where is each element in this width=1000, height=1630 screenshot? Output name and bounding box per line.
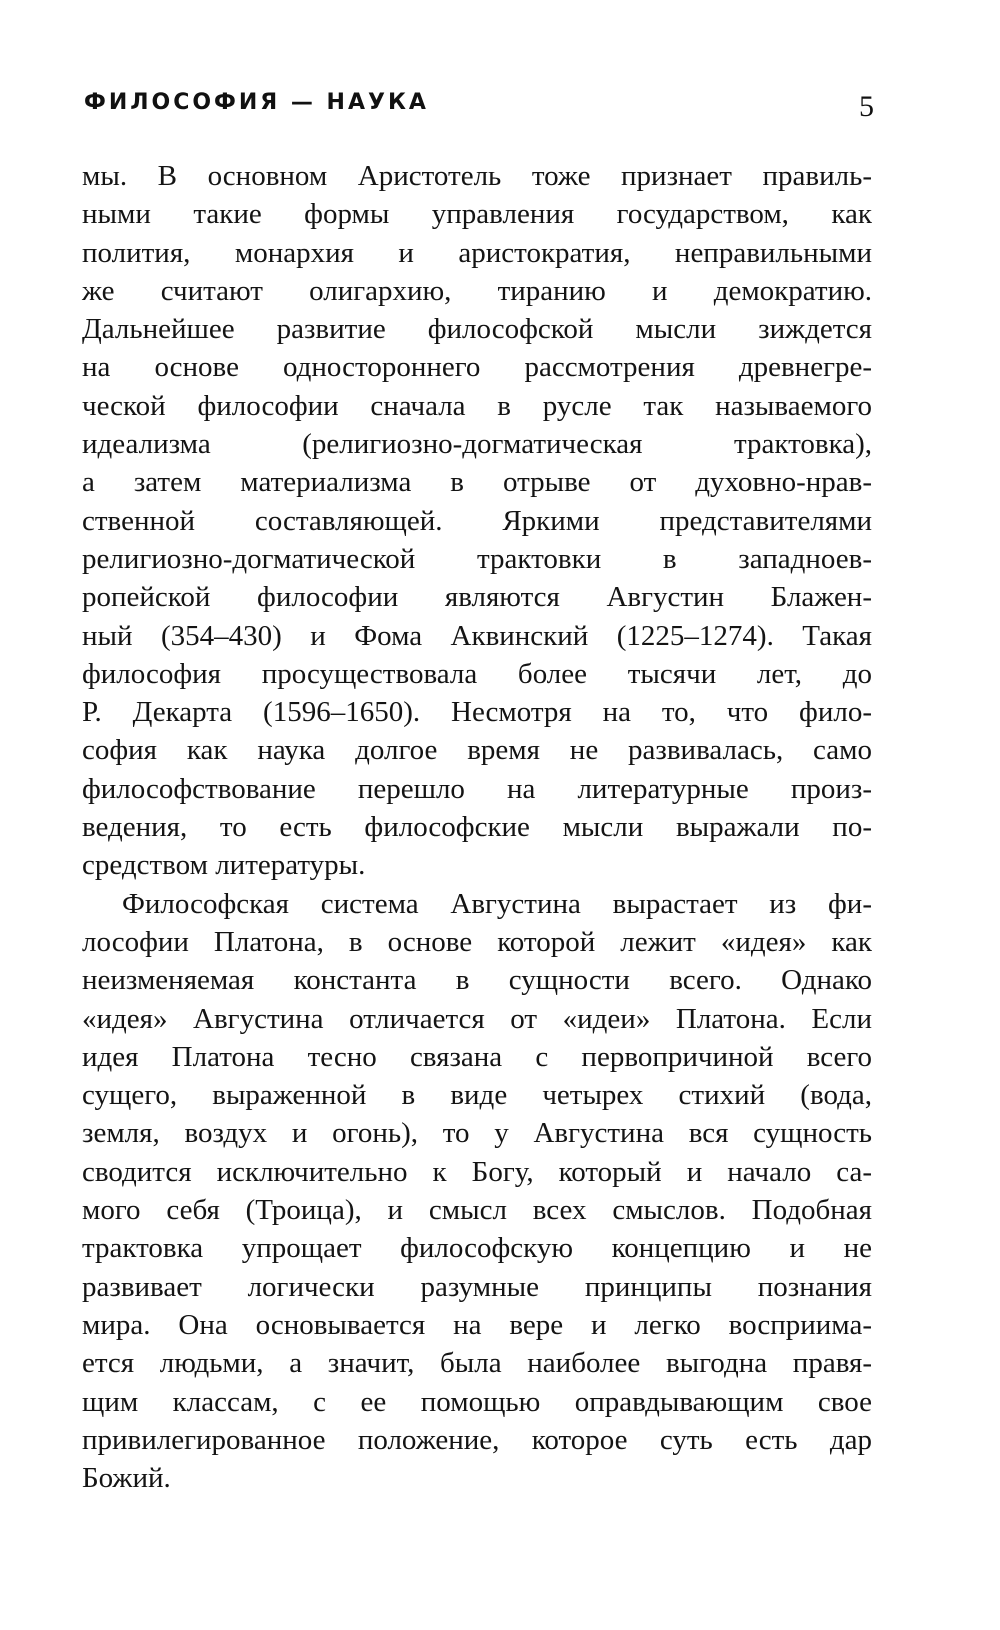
text-line: ропейской философии являются Августин Блажен- — [82, 581, 872, 614]
text-line: идея Платона тесно связана с первопричиной всего — [82, 1040, 872, 1073]
text-line: сущего, выраженной в виде четырех стихий (вода, — [82, 1079, 872, 1112]
text-line: средством литературы. — [82, 849, 366, 882]
text-line: а затем материализма в отрыве от духовно-нрав- — [82, 466, 872, 499]
text-line: «идея» Августина отличается от «идеи» Платона. Если — [82, 1002, 872, 1035]
text-line: философствование перешло на литературные произ- — [82, 772, 872, 805]
text-line: ный (354–430) и Фома Аквинский (1225–1274). Такая — [82, 619, 872, 652]
text-line: софия как наука долгое время не развивалась, само — [82, 734, 872, 767]
body-text — [82, 157, 872, 1497]
text-line: религиозно-догматической трактовки в западноев- — [82, 542, 872, 575]
text-line: ведения, то есть философские мысли выражали по- — [82, 811, 872, 844]
text-line: полития, монархия и аристократия, неправильными — [82, 236, 872, 269]
text-line: ственной составляющей. Яркими представителями — [82, 504, 872, 537]
text-line: земля, воздух и огонь), то у Августина вся сущность — [82, 1117, 872, 1150]
running-header — [84, 90, 874, 130]
text-line: сводится исключительно к Богу, который и начало са- — [82, 1155, 872, 1188]
text-line: мы. В основном Аристотель тоже признает правиль- — [82, 160, 872, 192]
text-line: Р. Декарта (1596–1650). Несмотря на то, что фило- — [82, 696, 872, 729]
text-line: ными такие формы управления государством, как — [82, 198, 872, 231]
text-line: неизменяемая константа в сущности всего. Однако — [82, 964, 872, 997]
text-line: идеализма (религиозно-догматическая трактовка), — [82, 428, 872, 461]
text-line: ется людьми, а значит, была наиболее выгодна правя- — [82, 1347, 872, 1380]
text-line: трактовка упрощает философскую концепцию и не — [82, 1232, 872, 1265]
paragraph-1 — [82, 157, 872, 885]
text-line: Философская система Августина вырастает из фи- — [122, 887, 872, 920]
text-line: мира. Она основывается на вере и легко восприима- — [82, 1308, 872, 1341]
text-line: на основе одностороннего рассмотрения древнегре- — [82, 351, 872, 384]
text-line: щим классам, с ее помощью оправдывающим свое — [82, 1385, 872, 1418]
running-title: ФИЛОСОФИЯ — НАУКА — [84, 90, 429, 115]
text-line: ческой философии сначала в русле так называемого — [82, 389, 872, 422]
text-line: мого себя (Троица), и смысл всех смыслов. Подобная — [82, 1194, 872, 1227]
text-line: Божий. — [82, 1462, 171, 1495]
text-line: Дальнейшее развитие философской мысли зиждется — [82, 313, 872, 346]
text-line: развивает логически разумные принципы познания — [82, 1270, 872, 1303]
text-line: же считают олигархию, тиранию и демократию. — [82, 274, 872, 307]
page-number: 5 — [859, 90, 874, 123]
paragraph-2 — [82, 885, 872, 1498]
text-line: философия просуществовала более тысячи лет, до — [82, 657, 872, 690]
text-line: лософии Платона, в основе которой лежит «идея» как — [82, 925, 872, 958]
text-line: привилегированное положение, которое суть есть дар — [82, 1423, 872, 1456]
